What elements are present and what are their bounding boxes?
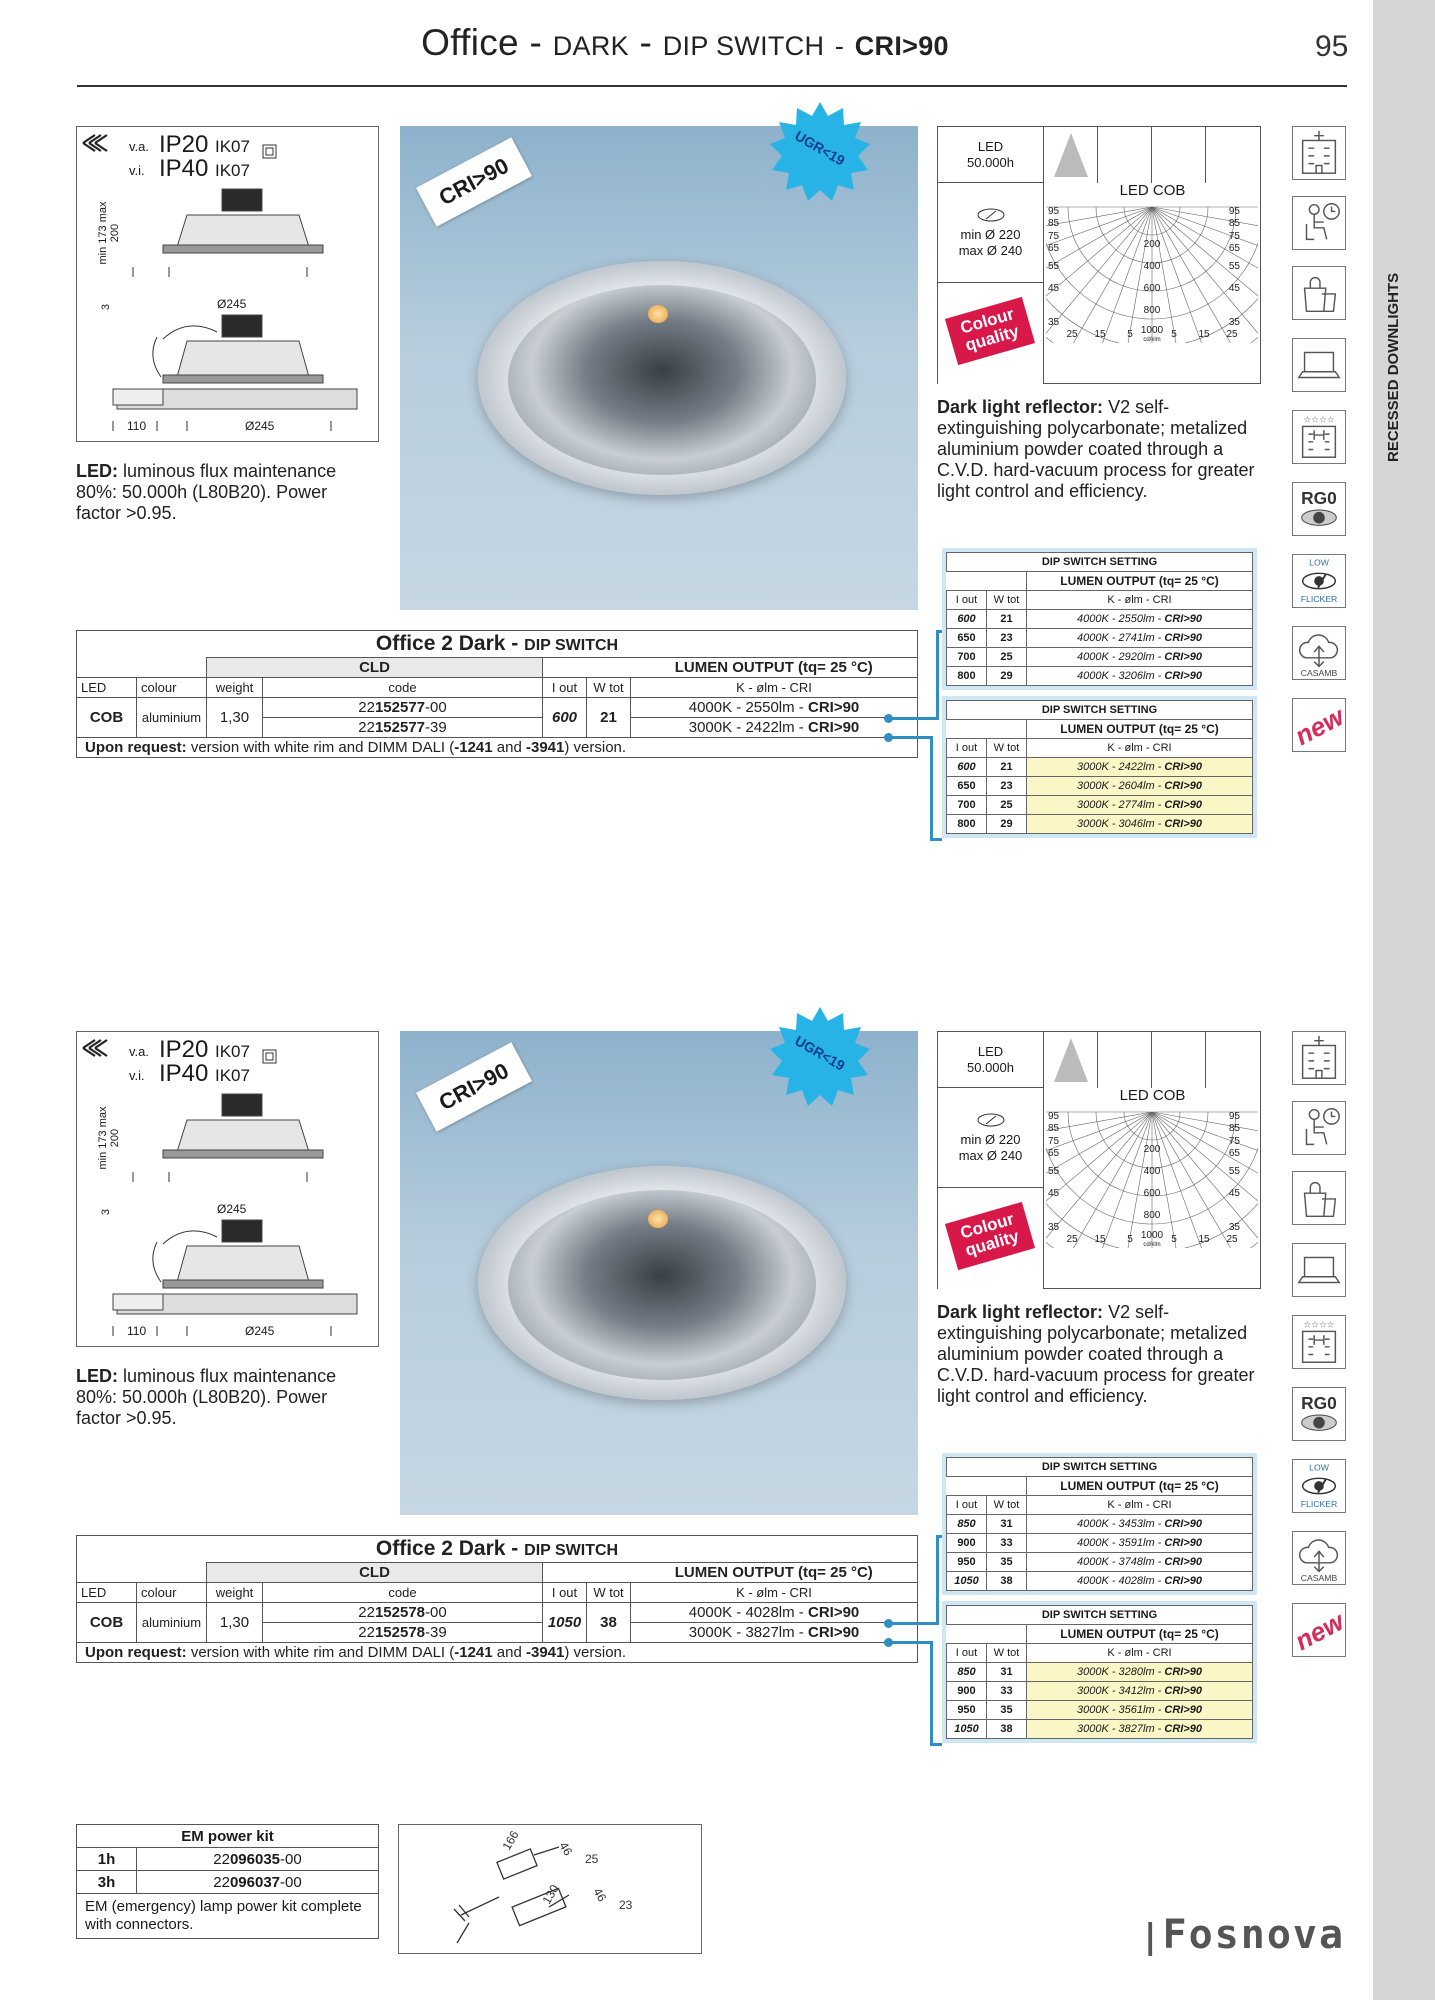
dip-switch-table (942, 1601, 1257, 1743)
dip-row: 650 23 3000K - 2604lm - CRI>90 (947, 777, 1253, 796)
weight-value: 1,30 (207, 1603, 263, 1643)
polar-angle-bottom: 15 (1094, 1234, 1106, 1245)
svg-text:RG0: RG0 (1301, 1393, 1337, 1414)
connector-line (890, 1622, 938, 1625)
connector-line (930, 838, 942, 841)
polar-angle-bottom: 5 (1171, 1234, 1177, 1245)
product-code: 22152578-39 (263, 1623, 543, 1643)
lumen-header: LUMEN OUTPUT (tq= 25 °C) (631, 658, 918, 678)
dip-lumen-header: LUMEN OUTPUT (tq= 25 °C) (1027, 720, 1253, 739)
polar-ring-label: 400 (1143, 1166, 1161, 1177)
polar-angle-right: 65 (1228, 1148, 1240, 1159)
product-code: 22152577-00 (263, 698, 543, 718)
polar-angle-right: 95 (1228, 206, 1240, 217)
dip-row: 800 29 3000K - 3046lm - CRI>90 (947, 815, 1253, 834)
polar-angle-left: 35 (1048, 317, 1060, 328)
reflector-description: Dark light reflector: V2 self-extinguishing polycarbonate; metalized aluminium powder coated through a C.V.D. hard-vacuum process for greater light control and efficiency. (937, 397, 1255, 501)
connector-line (930, 1743, 942, 1746)
downlight-image (478, 1166, 846, 1400)
height-dimension: min 173 max 200 (97, 1106, 121, 1170)
polar-angle-left: 75 (1048, 231, 1060, 242)
lumen-value: 4000K - 2550lm - CRI>90 (631, 698, 918, 718)
rg0-eye-icon (1292, 1387, 1346, 1441)
polar-angle-bottom: 15 (1094, 329, 1106, 340)
col-header: LED (77, 1583, 137, 1603)
em-dim: 130 (539, 1882, 562, 1907)
lumen-value: 3000K - 3827lm - CRI>90 (631, 1623, 918, 1643)
col-header: colour (137, 1583, 207, 1603)
new-badge: new (1292, 698, 1346, 752)
polar-angle-right: 65 (1228, 243, 1240, 254)
polar-angle-bottom: 15 (1198, 1234, 1210, 1245)
svg-text:LOW: LOW (1309, 1462, 1329, 1473)
col-header: colour (137, 678, 207, 698)
polar-angle-left: 55 (1048, 1166, 1060, 1177)
led-lifetime: LED 50.000h (938, 127, 1044, 183)
connector-line (936, 1535, 939, 1625)
depth-dimension: 3 (100, 303, 113, 311)
col-header: W tot (587, 1583, 631, 1603)
product-photo (400, 1031, 918, 1515)
em-dim: 46 (590, 1885, 610, 1905)
em-dim: 23 (619, 1898, 633, 1912)
svg-text:CASAMB: CASAMB (1300, 668, 1338, 679)
dip-row: 900 33 3000K - 3412lm - CRI>90 (947, 1682, 1253, 1701)
em-kit-title: EM power kit (77, 1825, 379, 1848)
polar-angle-right: 45 (1228, 283, 1240, 294)
dip-col-header: W tot (987, 1496, 1027, 1515)
connector-line (936, 630, 939, 720)
polar-angle-bottom: 5 (1127, 329, 1133, 340)
hotel-icon (1292, 1315, 1346, 1369)
col-header: LED (77, 678, 137, 698)
ugr-badge (770, 1007, 870, 1107)
polar-ring-label: 1000 (1140, 1230, 1164, 1241)
polar-angle-bottom: 15 (1198, 329, 1210, 340)
casamb-icon (1292, 1531, 1346, 1585)
col-header: K - ølm - CRI (631, 678, 918, 698)
iout-value: 600 (543, 698, 587, 738)
shopping-icon (1292, 266, 1346, 320)
dip-col-header: K - ølm - CRI (1027, 739, 1253, 758)
lumen-value: 3000K - 2422lm - CRI>90 (631, 718, 918, 738)
colour-value: aluminium (137, 698, 207, 738)
col-header: K - ølm - CRI (631, 1583, 918, 1603)
dip-switch-table (942, 696, 1257, 838)
office-worker-icon (1292, 1101, 1346, 1155)
ugr-badge (770, 102, 870, 202)
dip-row: 700 25 3000K - 2774lm - CRI>90 (947, 796, 1253, 815)
dip-col-header: I out (947, 1496, 987, 1515)
connector-line (890, 1641, 930, 1644)
connector-line (890, 717, 938, 720)
polar-angle-right: 35 (1228, 317, 1240, 328)
polar-angle-left: 65 (1048, 243, 1060, 254)
reflector-description: Dark light reflector: V2 self-extinguishing polycarbonate; metalized aluminium powder coated through a C.V.D. hard-vacuum process for greater light control and efficiency. (937, 1302, 1255, 1406)
colour-quality-badge: Colour quality (938, 283, 1044, 384)
polar-angle-bottom: 25 (1066, 329, 1078, 340)
col-header: W tot (587, 678, 631, 698)
colour-value: aluminium (137, 1603, 207, 1643)
wtot-value: 38 (587, 1603, 631, 1643)
diameter-dimension: Ø245 (245, 1324, 275, 1338)
polar-ring-label: 200 (1143, 239, 1161, 250)
dip-lumen-header: LUMEN OUTPUT (tq= 25 °C) (1027, 1477, 1253, 1496)
em-dim: 25 (585, 1852, 599, 1866)
diameter-dimension: Ø245 (217, 1202, 247, 1216)
shopping-icon (1292, 1171, 1346, 1225)
table-title: Office 2 Dark - DIP SWITCH (77, 631, 918, 658)
dip-row: 900 33 4000K - 3591lm - CRI>90 (947, 1534, 1253, 1553)
ik-rating: IK07 (215, 1042, 250, 1061)
col-header: weight (207, 1583, 263, 1603)
ugr-text: UGR<19 (792, 1032, 848, 1074)
led-lifetime: LED 50.000h (938, 1032, 1044, 1088)
polar-ring-label: 600 (1143, 1188, 1161, 1199)
polar-angle-left: 95 (1048, 1111, 1060, 1122)
dip-row: 600 21 4000K - 2550lm - CRI>90 (947, 610, 1253, 629)
dimension-drawing (76, 1031, 379, 1347)
new-badge: new (1292, 1603, 1346, 1657)
led-description: LED: luminous flux maintenance 80%: 50.000h (L80B20). Power factor >0.95. (76, 1366, 337, 1428)
polar-angle-right: 75 (1228, 231, 1240, 242)
dip-row: 650 23 4000K - 2741lm - CRI>90 (947, 629, 1253, 648)
polar-angle-right: 35 (1228, 1222, 1240, 1233)
ip-rating: IP20 (159, 1036, 209, 1063)
connector-line (890, 736, 930, 739)
em-kit-table (76, 1824, 379, 1939)
dip-lumen-header: LUMEN OUTPUT (tq= 25 °C) (1027, 572, 1253, 591)
ik-rating: IK07 (215, 161, 250, 180)
dip-col-header: W tot (987, 1644, 1027, 1663)
polar-angle-bottom: 5 (1127, 1234, 1133, 1245)
product-code: 22152578-00 (263, 1603, 543, 1623)
brand-logo: |Fosnova (1140, 1912, 1346, 1958)
colour-quality-badge: Colour quality (938, 1188, 1044, 1289)
photometric-spec (937, 126, 1261, 384)
polar-angle-right: 95 (1228, 1111, 1240, 1122)
dip-title: DIP SWITCH SETTING (947, 1606, 1253, 1625)
polar-angle-right: 55 (1228, 261, 1240, 272)
em-dim: 166 (499, 1828, 522, 1853)
iout-value: 1050 (543, 1603, 587, 1643)
polar-angle-left: 85 (1048, 1123, 1060, 1134)
svg-text:RG0: RG0 (1301, 488, 1337, 509)
svg-text:CASAMB: CASAMB (1300, 1573, 1338, 1584)
em-kit-row-label: 3h (77, 1871, 137, 1894)
photometric-spec (937, 1031, 1261, 1289)
polar-angle-right: 75 (1228, 1136, 1240, 1147)
led-description: LED: luminous flux maintenance 80%: 50.000h (L80B20). Power factor >0.95. (76, 461, 337, 523)
page-title: Office - DARK - DIP SWITCH - CRI>90 (421, 22, 949, 63)
length-dimension: 110 (127, 1324, 147, 1338)
col-header: weight (207, 678, 263, 698)
lumen-header: LUMEN OUTPUT (tq= 25 °C) (631, 1563, 918, 1583)
header-rule (77, 85, 1347, 87)
cld-header: CLD (207, 1563, 543, 1583)
em-kit-note: EM (emergency) lamp power kit complete with connectors. (77, 1894, 379, 1939)
ip-vi-prefix: v.i. (129, 163, 145, 178)
table-title: Office 2 Dark - DIP SWITCH (77, 1536, 918, 1563)
polar-title: LED COB (1119, 182, 1186, 199)
dip-row: 600 21 3000K - 2422lm - CRI>90 (947, 758, 1253, 777)
diameter-dimension: Ø245 (217, 297, 247, 311)
em-kit-row-label: 1h (77, 1848, 137, 1871)
polar-angle-right: 85 (1228, 1123, 1240, 1134)
rg0-eye-icon (1292, 482, 1346, 536)
em-kit-code: 22096037-00 (137, 1871, 379, 1894)
dip-col-header: I out (947, 739, 987, 758)
casamb-icon (1292, 626, 1346, 680)
polar-angle-right: 85 (1228, 218, 1240, 229)
polar-ring-label: 1000 (1140, 325, 1164, 336)
polar-angle-left: 65 (1048, 1148, 1060, 1159)
cutout-icon (976, 1112, 1006, 1128)
cri-tag: CRI>90 (416, 137, 532, 227)
ik-rating: IK07 (215, 1066, 250, 1085)
dip-row: 1050 38 4000K - 4028lm - CRI>90 (947, 1572, 1253, 1591)
ip-rating: IP40 (159, 155, 209, 182)
polar-angle-bottom: 5 (1171, 329, 1177, 340)
dip-switch-table (942, 548, 1257, 690)
led-type: COB (77, 1603, 137, 1643)
polar-unit: cd/klm (1143, 337, 1161, 343)
cutout-icon (976, 207, 1006, 223)
ip-rating: IP40 (159, 1060, 209, 1087)
dip-col-header: I out (947, 591, 987, 610)
polar-ring-label: 200 (1143, 1144, 1161, 1155)
dip-lumen-header: LUMEN OUTPUT (tq= 25 °C) (1027, 1625, 1253, 1644)
cld-header: CLD (207, 658, 543, 678)
dip-col-header: K - ølm - CRI (1027, 1644, 1253, 1663)
dip-title: DIP SWITCH SETTING (947, 701, 1253, 720)
hospital-icon (1292, 1031, 1346, 1085)
em-dim: 46 (556, 1839, 576, 1859)
sidebar-band (1373, 0, 1435, 2000)
dip-row: 850 31 4000K - 3453lm - CRI>90 (947, 1515, 1253, 1534)
svg-text:LOW: LOW (1309, 557, 1329, 568)
cutout-dimensions: min Ø 220 max Ø 240 (938, 1088, 1044, 1188)
ip-va-prefix: v.a. (129, 1044, 149, 1059)
polar-unit: cd/klm (1143, 1242, 1161, 1248)
col-header: I out (543, 678, 587, 698)
product-table (76, 630, 918, 758)
connector-line (930, 1641, 933, 1746)
ugr-text: UGR<19 (792, 127, 848, 169)
page-number: 95 (1315, 30, 1349, 63)
ip-va-prefix: v.a. (129, 139, 149, 154)
dip-row: 700 25 4000K - 2920lm - CRI>90 (947, 648, 1253, 667)
dip-row: 950 35 3000K - 3561lm - CRI>90 (947, 1701, 1253, 1720)
dip-col-header: K - ølm - CRI (1027, 1496, 1253, 1515)
wtot-value: 21 (587, 698, 631, 738)
em-kit-code: 22096035-00 (137, 1848, 379, 1871)
polar-angle-bottom: 25 (1066, 1234, 1078, 1245)
polar-angle-right: 55 (1228, 1166, 1240, 1177)
polar-ring-label: 600 (1143, 283, 1161, 294)
dimension-drawing (76, 126, 379, 442)
svg-text:FLICKER: FLICKER (1300, 594, 1338, 605)
polar-angle-left: 85 (1048, 218, 1060, 229)
product-code: 22152577-39 (263, 718, 543, 738)
polar-angle-left: 35 (1048, 1222, 1060, 1233)
dip-col-header: W tot (987, 591, 1027, 610)
hotel-icon (1292, 410, 1346, 464)
led-type: COB (77, 698, 137, 738)
dip-row: 1050 38 3000K - 3827lm - CRI>90 (947, 1720, 1253, 1739)
svg-text:☆☆☆☆: ☆☆☆☆ (1303, 1320, 1335, 1331)
dip-switch-table (942, 1453, 1257, 1595)
polar-angle-left: 55 (1048, 261, 1060, 272)
col-header: code (263, 678, 543, 698)
beam-icon (1044, 127, 1098, 183)
dip-col-header: K - ølm - CRI (1027, 591, 1253, 610)
hospital-icon (1292, 126, 1346, 180)
lumen-value: 4000K - 4028lm - CRI>90 (631, 1603, 918, 1623)
cutout-dimensions: min Ø 220 max Ø 240 (938, 183, 1044, 283)
dip-title: DIP SWITCH SETTING (947, 553, 1253, 572)
polar-angle-left: 45 (1048, 1188, 1060, 1199)
ik-rating: IK07 (215, 137, 250, 156)
beam-icon (1044, 1032, 1098, 1088)
length-dimension: 110 (127, 419, 147, 433)
col-header: I out (543, 1583, 587, 1603)
polar-ring-label: 400 (1143, 261, 1161, 272)
connector-line (930, 736, 933, 841)
dip-col-header: W tot (987, 739, 1027, 758)
ip-rating: IP20 (159, 131, 209, 158)
upon-request-note: Upon request: version with white rim and DIMM DALI (-1241 and -3941) version. (77, 738, 918, 758)
dip-col-header: I out (947, 1644, 987, 1663)
office-worker-icon (1292, 196, 1346, 250)
col-header: code (263, 1583, 543, 1603)
polar-angle-left: 75 (1048, 1136, 1060, 1147)
polar-title: LED COB (1119, 1087, 1186, 1104)
weight-value: 1,30 (207, 698, 263, 738)
cri-tag: CRI>90 (416, 1042, 532, 1132)
low-flicker-icon (1292, 1459, 1346, 1513)
polar-diagram (1044, 1088, 1261, 1289)
svg-text:☆☆☆☆: ☆☆☆☆ (1303, 415, 1335, 426)
diameter-dimension: Ø245 (245, 419, 275, 433)
height-dimension: min 173 max 200 (97, 201, 121, 265)
laptop-icon (1292, 338, 1346, 392)
low-flicker-icon (1292, 554, 1346, 608)
ip-vi-prefix: v.i. (129, 1068, 145, 1083)
polar-ring-label: 800 (1143, 1210, 1161, 1221)
polar-ring-label: 800 (1143, 305, 1161, 316)
polar-angle-left: 95 (1048, 206, 1060, 217)
polar-angle-left: 45 (1048, 283, 1060, 294)
polar-angle-bottom: 25 (1226, 329, 1238, 340)
dip-row: 950 35 4000K - 3748lm - CRI>90 (947, 1553, 1253, 1572)
upon-request-note: Upon request: version with white rim and DIMM DALI (-1241 and -3941) version. (77, 1643, 918, 1663)
product-table (76, 1535, 918, 1663)
dip-row: 800 29 4000K - 3206lm - CRI>90 (947, 667, 1253, 686)
dip-row: 850 31 3000K - 3280lm - CRI>90 (947, 1663, 1253, 1682)
laptop-icon (1292, 1243, 1346, 1297)
polar-angle-right: 45 (1228, 1188, 1240, 1199)
em-kit-drawing (398, 1824, 702, 1954)
svg-text:FLICKER: FLICKER (1300, 1499, 1338, 1510)
polar-diagram (1044, 183, 1261, 384)
product-photo (400, 126, 918, 610)
dip-title: DIP SWITCH SETTING (947, 1458, 1253, 1477)
sidebar-label (1385, 427, 1395, 462)
polar-angle-bottom: 25 (1226, 1234, 1238, 1245)
downlight-image (478, 261, 846, 495)
depth-dimension: 3 (100, 1208, 113, 1216)
